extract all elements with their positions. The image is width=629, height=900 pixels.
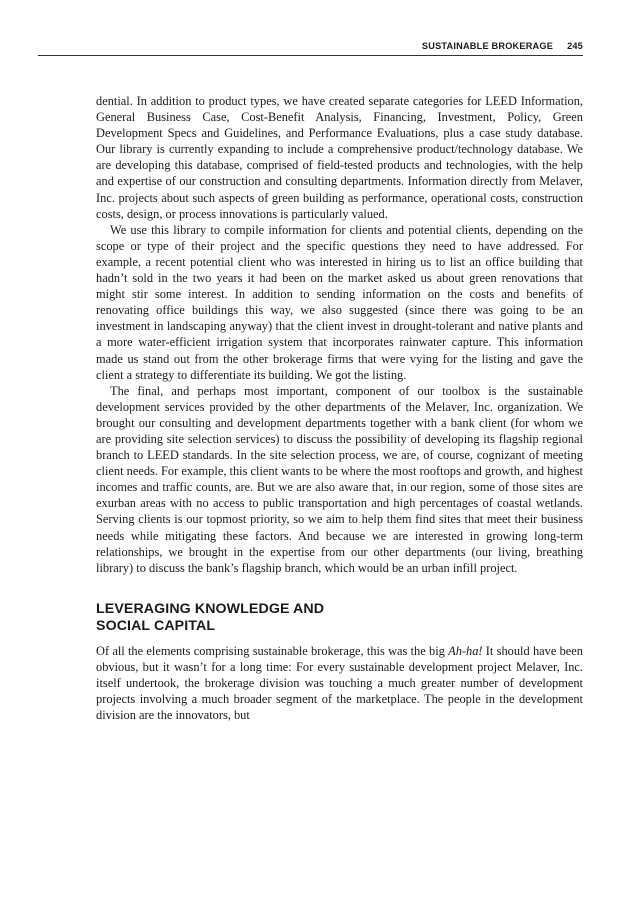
section-paragraph-end: It should have been obvious, but it wasn’t for a long time: For every sustainable development project Melaver, Inc. itself undertook, the brokerage division was touching a much greater number of development projects involving a much broader segment of the marketplace. The people in the development division are the innovators, but (96, 643, 583, 723)
section-heading-line-1: LEVERAGING KNOWLEDGE AND (96, 600, 325, 617)
section-heading (96, 601, 583, 635)
section-paragraph (96, 643, 583, 723)
page-body (96, 93, 583, 723)
section-paragraph-emphasis: Ah-ha! (448, 643, 483, 658)
section-paragraph-start: Of all the elements comprising sustainable brokerage, this was the big (96, 643, 449, 658)
running-title: SUSTAINABLE BROKERAGE (421, 41, 554, 51)
paragraph-development-services: The final, and perhaps most important, component of our toolbox is the sustainable development services provided by the other departments of the Melaver, Inc. organization. We brought our consulting and development departments together with a bank client (for whom we are providing site selection services) to discuss the possibility of developing its flagship regional branch to LEED standards. In the site selection process, we are, of course, cognizant of meeting client needs. For example, this client wants to be where the most rooftops and growth, and highest incomes and traffic counts, are. But we are also aware that, in our region, some of those sites are exurban areas with no access to public transportation and high percentages of coastal wetlands. Serving clients is our topmost priority, so we aim to help them find sites that meet their business needs while mitigating these factors. And because we are interested in growing long-term relationships, we brought in the expertise from our other departments (our living, breathing library) to discuss the bank’s flagship branch, which would be an urban infill project. (96, 383, 583, 575)
page-number: 245 (567, 41, 583, 51)
paragraph-library-use: We use this library to compile information for clients and potential clients, depending on the scope or type of their project and the specific questions they need to have addressed. For example, a recent potential client who was interested in hiring us to list an office building that hadn’t sold in the two years it had been on the market asked us about green renovations that might stir some interest. In addition to sending information on the costs and benefits of renovating office buildings this way, we also suggested (since there was going to be an investment in landscaping anyway) that the client invest in drought-tolerant and native plants and a more water-efficient irrigation system that incorporates rainwater capture. This information made us stand out from the other brokerage firms that were vying for the listing and gave the client a strategy to differentiate its building. We got the listing. (96, 222, 583, 382)
running-header (38, 41, 583, 56)
paragraph-continued: dential. In addition to product types, we have created separate categories for LEED Information, General Business Case, Cost-Benefit Analysis, Financing, Investment, Policy, Green Development Specs and Guidelines, and Performance Evaluations, plus a case study database. Our library is currently expanding to include a comprehensive product/technology database. We are developing this database, comprised of field-tested products and technologies, with the help and expertise of our construction and consulting departments. Information directly from Melaver, Inc. projects about such aspects of green building as performance, operational costs, construction costs, design, or process innovations is particularly valued. (96, 94, 583, 221)
section-heading-line-2: SOCIAL CAPITAL (96, 617, 216, 634)
